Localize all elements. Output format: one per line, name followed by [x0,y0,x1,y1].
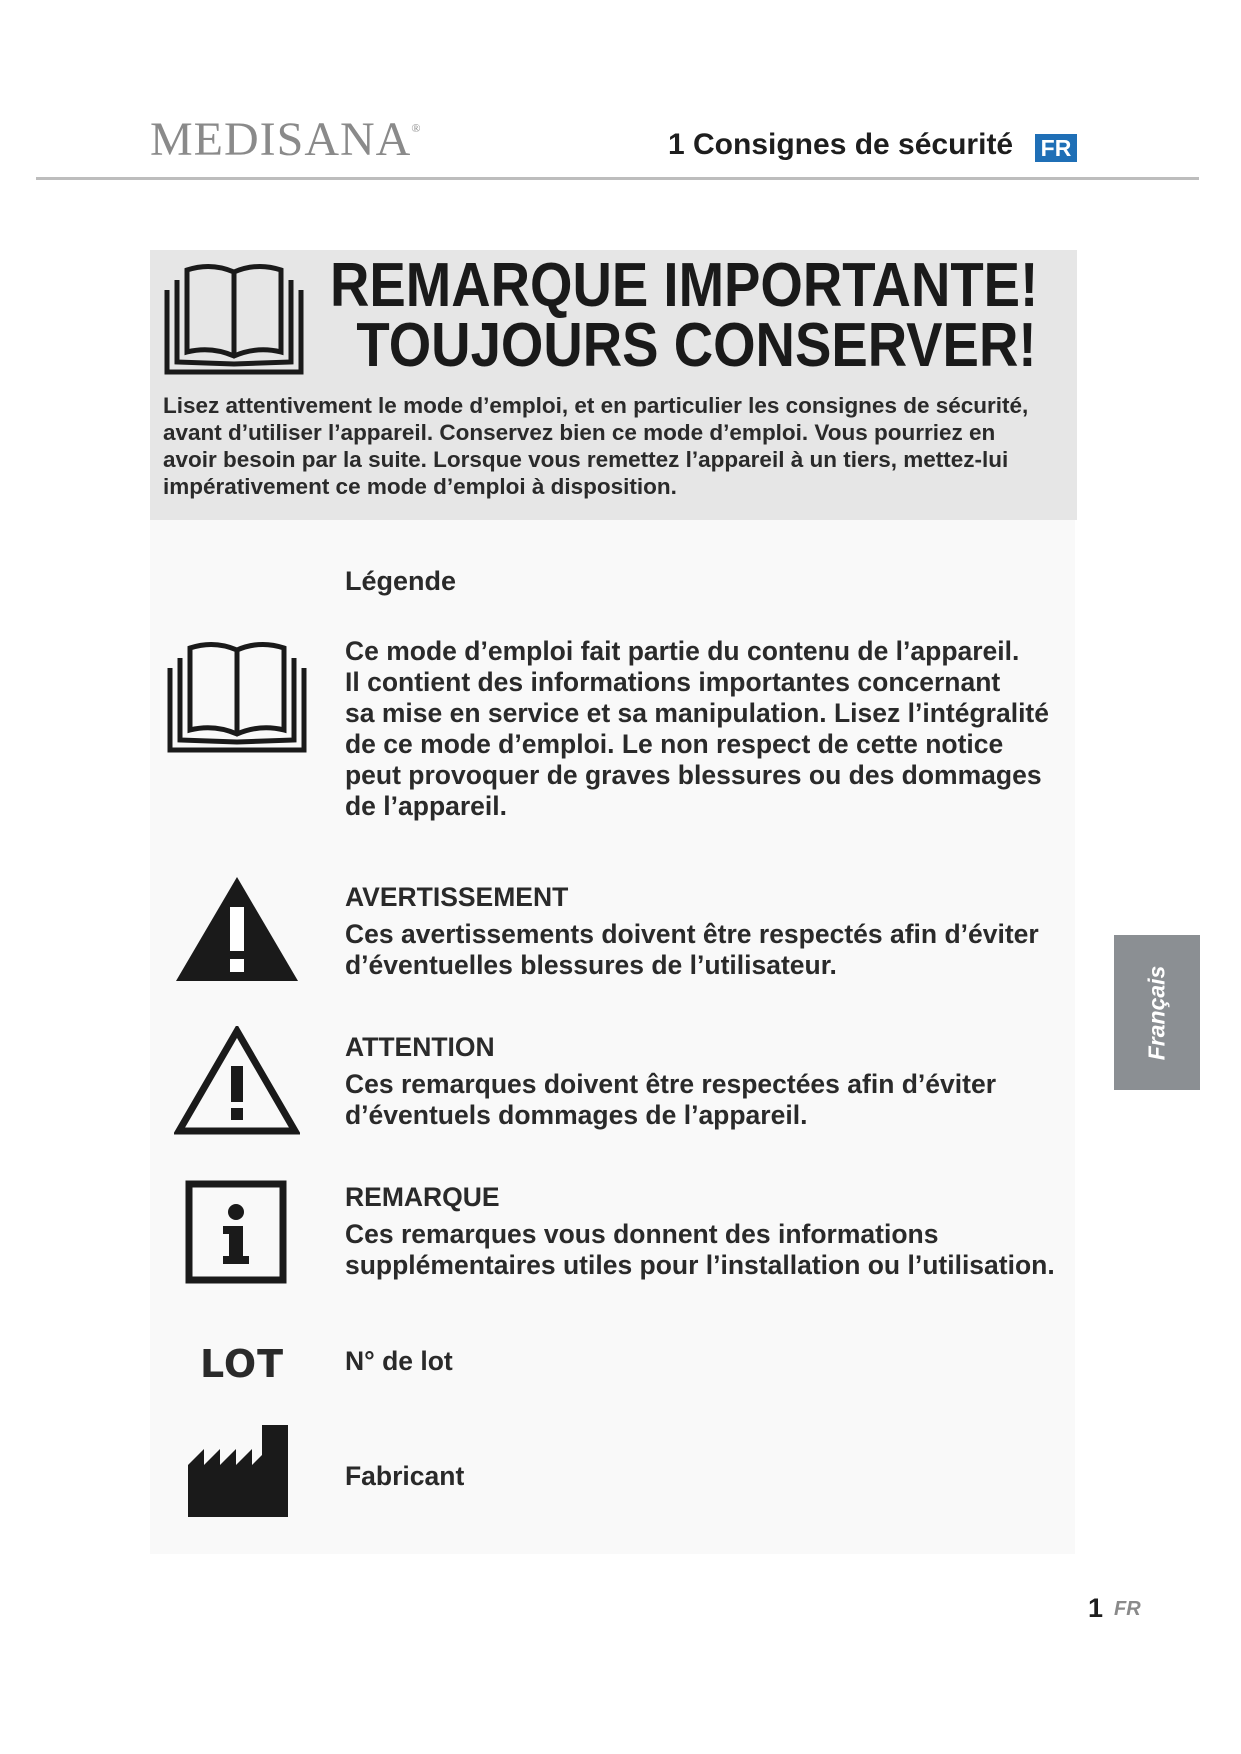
manual-text-line: de ce mode d’emploi. Le non respect de cette notice [345,729,1004,759]
caution-text-line: Ces remarques doivent être respectées afin d’éviter [345,1069,997,1099]
manual-text-line: Il contient des informations importantes concernant [345,667,1001,697]
caution-title: ATTENTION [345,1032,495,1062]
note-title: REMARQUE [345,1182,500,1212]
important-text-line: impérativement ce mode d’emploi à disposition. [163,474,677,499]
important-text-line: Lisez attentivement le mode d’emploi, et en particulier les consignes de sécurité, [163,393,1029,418]
side-tab-label: Français [1143,965,1170,1060]
warning-text-line: Ces avertissements doivent être respectés afin d’éviter [345,919,1039,949]
brand-logo: MEDISANA® [150,113,422,166]
legend-entry-lot [345,1346,1125,1377]
legend-heading: Légende [345,566,457,596]
info-icon [185,1180,287,1284]
language-side-tab [1114,935,1200,1090]
book-icon [163,260,305,378]
warning-title: AVERTISSEMENT [345,882,569,912]
language-badge: FR [1035,134,1077,162]
book-icon [166,638,308,756]
manual-text-line: de l’appareil. [345,791,508,821]
caution-text-line: d’éventuels dommages de l’appareil. [345,1100,808,1130]
lot-icon: LOT [200,1342,285,1386]
important-title-line2: TOUJOURS CONSERVER! [356,311,1037,380]
manufacturer-label: Fabricant [345,1461,465,1491]
important-text-line: avant d’utiliser l’appareil. Conservez bien ce mode d’emploi. Vous pourriez en [163,420,996,445]
page-language: FR [1114,1598,1141,1620]
manual-text-line: Ce mode d’emploi fait partie du contenu de l’appareil. [345,636,1020,666]
important-title [330,251,1039,380]
page-title: 1 Consignes de sécurité [668,128,1014,161]
legend-entry-caution [345,1032,1125,1131]
legend-entry-manufacturer [345,1461,1125,1492]
warning-text-line: d’éventuelles blessures de l’utilisateur. [345,950,837,980]
important-text [163,392,1123,500]
warning-outline-icon [174,1026,300,1136]
legend-entry-warning [345,882,1125,981]
warning-filled-icon [174,875,300,983]
lot-label: N° de lot [345,1346,453,1376]
note-text-line: supplémentaires utiles pour l’installation ou l’utilisation. [345,1250,1055,1280]
page-number: 1 [1088,1593,1104,1623]
legend-entry-manual [345,636,1125,822]
header-divider [36,177,1199,180]
important-text-line: avoir besoin par la suite. Lorsque vous remettez l’appareil à un tiers, mettez-lui [163,447,1009,472]
manual-text-line: sa mise en service et sa manipulation. Lisez l’intégralité [345,698,1049,728]
legend-entry-note [345,1182,1125,1281]
note-text-line: Ces remarques vous donnent des informations [345,1219,939,1249]
factory-icon [188,1425,288,1517]
manual-text-line: peut provoquer de graves blessures ou des dommages [345,760,1042,790]
important-title-line1: REMARQUE IMPORTANTE! [330,251,1039,320]
